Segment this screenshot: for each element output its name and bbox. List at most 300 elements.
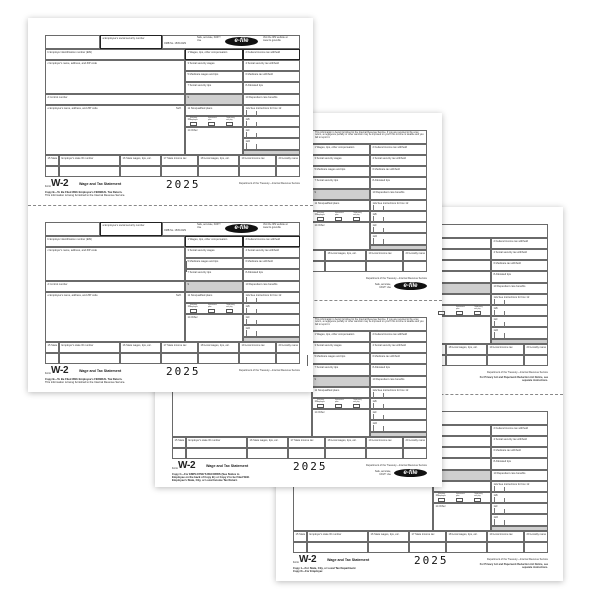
box10-dependent-care[interactable]	[243, 281, 300, 292]
box2-federal-tax[interactable]	[243, 236, 300, 247]
box3-ss-wages-label: 3 Social security wages	[187, 249, 215, 252]
box12c-label: 12c	[493, 318, 498, 322]
box14-other[interactable]	[312, 409, 370, 437]
box8-allocated-tips[interactable]	[491, 458, 548, 469]
footer-right	[458, 371, 548, 382]
box20-locality[interactable]	[276, 155, 300, 166]
box4-ss-tax[interactable]	[370, 342, 427, 353]
employee-name-field[interactable]	[172, 387, 312, 437]
perforation-line	[28, 205, 313, 206]
box20-locality[interactable]	[403, 437, 427, 448]
box15-state[interactable]	[45, 155, 59, 166]
form-name: W-2	[178, 460, 196, 471]
box16-state-wages[interactable]	[368, 531, 409, 542]
box5-medicare-wages-label: 5 Medicare wages and tips	[314, 355, 346, 359]
box15-state-value[interactable]	[45, 166, 59, 177]
box2-federal-tax[interactable]	[243, 49, 300, 60]
box18-local-wages[interactable]	[446, 531, 487, 542]
third-party-sick-pay-checkbox[interactable]	[226, 122, 233, 126]
box10-dependent-care[interactable]	[370, 376, 427, 387]
box16-state-wages-value[interactable]	[120, 166, 161, 177]
irs-website-text: Visit the IRS website at www.irs.gov/efile	[263, 223, 288, 229]
box6-medicare-tax[interactable]	[243, 258, 300, 269]
box17-state-tax[interactable]	[161, 342, 198, 353]
retirement-plan-checkbox[interactable]	[208, 122, 215, 126]
irs-notice: This information is being furnished to the Internal Revenue Service. If you are required to file a tax return, a negligence penalty or other sanction may be imposed on you if this income is taxable and you fail to report it.	[315, 130, 424, 140]
copy-designation	[45, 191, 165, 197]
ein-field-label: b Employer identification number (EIN)	[47, 51, 93, 54]
box19-local-tax-value[interactable]	[239, 166, 276, 177]
box1-wages[interactable]	[312, 331, 370, 342]
box16-state-wages[interactable]	[247, 437, 288, 448]
box10-dependent-care-label: 10 Dependent care benefits	[372, 377, 405, 381]
box12b[interactable]	[370, 211, 427, 222]
department-text: Department of the Treasury—Internal Revenue Service	[486, 558, 548, 561]
box16-state-wages-value[interactable]	[247, 448, 288, 459]
box19-local-tax[interactable]	[239, 155, 276, 166]
box5-medicare-wages[interactable]	[185, 258, 243, 269]
box5-medicare-wages-label: 5 Medicare wages and tips	[314, 168, 346, 172]
box18-local-wages-value[interactable]	[325, 261, 366, 272]
box18-local-wages[interactable]	[325, 250, 366, 261]
code-divider	[494, 332, 495, 338]
box7-ss-tips[interactable]	[312, 177, 370, 188]
box14-other[interactable]	[433, 503, 491, 531]
box7-ss-tips-label: 7 Social security tips	[314, 179, 339, 183]
box10-dependent-care[interactable]	[370, 189, 427, 200]
retirement-plan-checkbox-label: Retirement plan	[335, 212, 344, 216]
box10-dependent-care-label: 10 Dependent care benefits	[493, 284, 526, 288]
retirement-plan-checkbox[interactable]	[456, 498, 463, 502]
copy-designation	[293, 567, 413, 573]
box18-local-wages[interactable]	[446, 344, 487, 355]
box16-state-wages[interactable]	[120, 155, 161, 166]
box12c[interactable]	[491, 316, 548, 327]
employee-name-field[interactable]	[45, 105, 185, 155]
box12a[interactable]	[370, 200, 427, 211]
box12a[interactable]	[243, 292, 300, 303]
box20-locality-label: 20 Locality name	[405, 439, 426, 442]
box6-medicare-tax-label: 6 Medicare tax withheld	[372, 355, 400, 359]
box1-wages[interactable]	[185, 236, 243, 247]
box11-nonqualified[interactable]	[185, 292, 243, 303]
box12b-label: 12b	[245, 118, 250, 121]
box6-medicare-tax-label: 6 Medicare tax withheld	[493, 449, 521, 453]
footer-right	[337, 277, 427, 291]
form-title: Wage and Tax Statement	[79, 182, 122, 186]
box12a-label: 12a See instructions for box 12	[372, 201, 409, 205]
box14-other[interactable]	[185, 127, 243, 155]
employee-name-field[interactable]	[293, 481, 433, 531]
box12b[interactable]	[243, 303, 300, 314]
box17-state-tax-value[interactable]	[288, 448, 325, 459]
code-divider	[246, 143, 247, 149]
box18-local-wages[interactable]	[198, 342, 239, 353]
box12b[interactable]	[491, 305, 548, 316]
box15-state-value[interactable]	[293, 542, 307, 553]
box12a[interactable]	[370, 387, 427, 398]
box15-state-label: 15 State	[174, 439, 185, 442]
box20-locality-value[interactable]	[403, 448, 427, 459]
code-divider	[246, 308, 247, 314]
third-party-sick-pay-checkbox-label: Third-party sick pay	[474, 493, 483, 497]
box2-federal-tax-label: 2 Federal income tax withheld	[493, 240, 528, 243]
form-word: Form	[172, 467, 179, 470]
third-party-sick-pay-checkbox[interactable]	[226, 309, 233, 313]
box19-local-tax[interactable]	[487, 531, 524, 542]
box18-local-wages-value[interactable]	[198, 353, 239, 364]
code-divider	[373, 425, 374, 431]
box8-allocated-tips-label: 8 Allocated tips	[372, 179, 390, 183]
retirement-plan-checkbox-label: Retirement plan	[456, 306, 465, 310]
employee-ssn-field-label: a Employee's social security number	[102, 224, 145, 227]
box12c-label: 12c	[372, 224, 377, 228]
box18-local-wages-value[interactable]	[325, 448, 366, 459]
suffix-label: Suff.	[176, 106, 182, 110]
retirement-plan-checkbox-label: Retirement plan	[335, 399, 344, 403]
code-divider	[373, 216, 374, 222]
box18-local-wages[interactable]	[325, 437, 366, 448]
box12d[interactable]	[491, 514, 548, 525]
statutory-employee-checkbox[interactable]	[190, 122, 197, 126]
efile-promo	[337, 282, 427, 291]
box20-locality-value[interactable]	[524, 542, 548, 553]
box12c[interactable]	[370, 409, 427, 420]
box17-state-tax-label: 17 State income tax	[290, 439, 314, 442]
box12b-label: 12b	[372, 213, 377, 216]
box12d-label: 12d	[372, 422, 377, 426]
box19-local-tax-value[interactable]	[487, 542, 524, 553]
box12b[interactable]	[243, 116, 300, 127]
box4-ss-tax-label: 4 Social security tax withheld	[245, 249, 279, 252]
box18-local-wages-value[interactable]	[198, 166, 239, 177]
blank-cell[interactable]	[45, 222, 100, 236]
box20-locality-value[interactable]	[403, 261, 427, 272]
box18-local-wages-label: 18 Local wages, tips, etc.	[200, 157, 230, 160]
employee-name-field-label: e Employee's name, address, and ZIP code	[47, 293, 98, 297]
box19-local-tax[interactable]	[487, 344, 524, 355]
statutory-employee-checkbox[interactable]	[190, 309, 197, 313]
box7-ss-tips[interactable]	[185, 269, 243, 280]
box12c-label: 12c	[245, 129, 250, 133]
box12c[interactable]	[243, 314, 300, 325]
box19-local-tax-value[interactable]	[239, 353, 276, 364]
box8-allocated-tips[interactable]	[370, 364, 427, 375]
box14-other[interactable]	[185, 314, 243, 342]
box3-ss-wages[interactable]	[312, 155, 370, 166]
box19-local-tax[interactable]	[366, 250, 403, 261]
box13-checkboxes-label: 13	[314, 400, 318, 403]
control-number-field[interactable]	[45, 281, 185, 292]
box12d-label: 12d	[245, 140, 250, 144]
box12c[interactable]	[370, 222, 427, 233]
box14-other[interactable]	[312, 222, 370, 250]
box12c-label: 12c	[245, 316, 250, 320]
state-divider	[186, 448, 187, 459]
retirement-plan-checkbox[interactable]	[208, 309, 215, 313]
box8-allocated-tips-label: 8 Allocated tips	[245, 84, 263, 88]
box3-ss-wages[interactable]	[312, 342, 370, 353]
employee-ssn-field[interactable]	[100, 222, 162, 236]
box11-nonqualified[interactable]	[312, 200, 370, 211]
statutory-employee-checkbox-label: Statutory employee	[317, 399, 325, 403]
box7-ss-tips[interactable]	[312, 364, 370, 375]
box19-local-tax-label: 19 Local income tax	[368, 439, 392, 442]
box9[interactable]	[312, 376, 370, 387]
box12d[interactable]	[491, 327, 548, 338]
box9[interactable]	[312, 189, 370, 200]
state-id-field[interactable]	[59, 342, 120, 353]
box18-local-wages[interactable]	[198, 155, 239, 166]
statutory-employee-checkbox[interactable]	[317, 217, 324, 221]
third-party-sick-pay-checkbox[interactable]	[474, 311, 481, 315]
box10-dependent-care[interactable]	[243, 94, 300, 105]
box8-allocated-tips[interactable]	[491, 271, 548, 282]
retirement-plan-checkbox[interactable]	[335, 404, 342, 408]
box2-federal-tax[interactable]	[370, 331, 427, 342]
box4-ss-tax[interactable]	[491, 436, 548, 447]
box2-federal-tax-label: 2 Federal income tax withheld	[245, 51, 280, 54]
box8-allocated-tips-label: 8 Allocated tips	[245, 271, 263, 275]
box20-locality-value[interactable]	[524, 355, 548, 366]
employer-name-field[interactable]	[45, 60, 185, 94]
box16-state-wages-value[interactable]	[120, 353, 161, 364]
third-party-sick-pay-checkbox-label: Third-party sick pay	[353, 212, 362, 216]
box12b[interactable]	[370, 398, 427, 409]
box2-federal-tax-label: 2 Federal income tax withheld	[372, 333, 407, 336]
third-party-sick-pay-checkbox-label: Third-party sick pay	[474, 306, 483, 310]
box10-dependent-care-label: 10 Dependent care benefits	[245, 95, 278, 99]
form-name: W-2	[299, 554, 317, 565]
box17-state-tax-label: 17 State income tax	[163, 157, 187, 160]
box20-locality-label: 20 Locality name	[278, 157, 299, 160]
box15-state[interactable]	[293, 531, 307, 542]
box17-state-tax[interactable]	[409, 531, 446, 542]
box18-local-wages-value[interactable]	[446, 542, 487, 553]
box19-local-tax-value[interactable]	[487, 355, 524, 366]
w2-form	[45, 35, 300, 205]
box20-locality-value[interactable]	[276, 353, 300, 364]
state-id-field-value[interactable]	[307, 542, 368, 553]
box19-local-tax-label: 19 Local income tax	[241, 344, 265, 347]
box14-other-label: 14 Other	[187, 316, 198, 320]
state-divider	[307, 542, 308, 553]
privacy-notice: For Privacy Act and Paperwork Reduction Act Notice, see separate instructions.	[479, 376, 548, 382]
box4-ss-tax[interactable]	[243, 247, 300, 258]
box1-wages[interactable]	[312, 144, 370, 155]
box11-nonqualified[interactable]	[185, 105, 243, 116]
box8-allocated-tips[interactable]	[370, 177, 427, 188]
box10-dependent-care[interactable]	[491, 470, 548, 481]
safe-accurate-text: Safe, accurate, FAST! Use	[374, 470, 391, 476]
box15-state-label: 15 State	[295, 533, 306, 536]
box6-medicare-tax-label: 6 Medicare tax withheld	[245, 73, 273, 77]
box17-state-tax-value[interactable]	[409, 542, 446, 553]
box12c[interactable]	[491, 503, 548, 514]
box11-nonqualified-label: 11 Nonqualified plans	[314, 388, 340, 392]
box12d[interactable]	[243, 325, 300, 336]
box15-state[interactable]	[172, 437, 186, 448]
box5-medicare-wages[interactable]	[312, 166, 370, 177]
box12a[interactable]	[243, 105, 300, 116]
box2-federal-tax[interactable]	[491, 425, 548, 436]
box19-local-tax[interactable]	[366, 437, 403, 448]
box12a[interactable]	[491, 481, 548, 492]
box19-local-tax-value[interactable]	[366, 261, 403, 272]
state-id-field-value[interactable]	[59, 353, 120, 364]
box6-medicare-tax[interactable]	[243, 71, 300, 82]
box20-locality[interactable]	[276, 342, 300, 353]
box10-dependent-care-label: 10 Dependent care benefits	[372, 190, 405, 194]
state-id-field[interactable]	[186, 437, 247, 448]
retirement-plan-checkbox[interactable]	[335, 217, 342, 221]
third-party-sick-pay-checkbox[interactable]	[353, 404, 360, 408]
control-number-field[interactable]	[45, 94, 185, 105]
box17-state-tax[interactable]	[288, 437, 325, 448]
tax-year: 2025	[166, 365, 201, 378]
box5-medicare-wages[interactable]	[312, 353, 370, 364]
code-divider	[246, 330, 247, 336]
department-text: Department of the Treasury—Internal Revenue Service	[238, 369, 300, 372]
box11-nonqualified-label: 11 Nonqualified plans	[187, 106, 213, 110]
statutory-employee-checkbox[interactable]	[438, 311, 445, 315]
omb-number: OMB No. 1545-0029	[164, 229, 186, 232]
box12d[interactable]	[243, 138, 300, 149]
box20-locality[interactable]	[403, 250, 427, 261]
box18-local-wages-label: 18 Local wages, tips, etc.	[327, 252, 357, 255]
box8-allocated-tips-label: 8 Allocated tips	[372, 366, 390, 370]
state-id-field-label: Employer's state ID number	[188, 439, 221, 442]
box12b[interactable]	[491, 492, 548, 503]
box3-ss-wages[interactable]	[185, 60, 243, 71]
box15-state-value[interactable]	[45, 353, 59, 364]
box12c[interactable]	[243, 127, 300, 138]
box19-local-tax-label: 19 Local income tax	[368, 252, 392, 255]
box12a-label: 12a See instructions for box 12	[372, 388, 409, 392]
box8-allocated-tips[interactable]	[243, 269, 300, 280]
state-divider	[186, 261, 187, 272]
copy-line: Employee's State, City, or Local Income Tax Return	[172, 479, 238, 483]
box12a-label: 12a See instructions for box 12	[245, 293, 282, 297]
box6-medicare-tax[interactable]	[370, 353, 427, 364]
box4-ss-tax-label: 4 Social security tax withheld	[372, 157, 406, 160]
box7-ss-tips[interactable]	[185, 82, 243, 93]
box8-allocated-tips[interactable]	[243, 82, 300, 93]
box4-ss-tax[interactable]	[491, 249, 548, 260]
box2-federal-tax[interactable]	[491, 238, 548, 249]
box9[interactable]	[185, 94, 243, 105]
box15-state[interactable]	[45, 342, 59, 353]
copy-line: Copy D—For Employer.	[293, 570, 324, 574]
box16-state-wages-label: 16 State wages, tips, etc.	[122, 344, 152, 347]
blank-cell[interactable]	[45, 35, 100, 49]
box3-ss-wages[interactable]	[185, 247, 243, 258]
box12c-label: 12c	[372, 411, 377, 415]
box14-other-label: 14 Other	[314, 411, 325, 415]
box9[interactable]	[185, 281, 243, 292]
box19-local-tax-value[interactable]	[366, 448, 403, 459]
box15-state-label: 15 State	[47, 157, 58, 160]
box4-ss-tax[interactable]	[370, 155, 427, 166]
code-divider	[373, 238, 374, 244]
box12a[interactable]	[491, 294, 548, 305]
code-divider	[494, 310, 495, 316]
retirement-plan-checkbox[interactable]	[456, 311, 463, 315]
box10-dependent-care[interactable]	[491, 283, 548, 294]
copy-line: Copy B—To Be Filed With Employee's FEDERAL Tax Return.	[45, 191, 123, 194]
box6-medicare-tax[interactable]	[370, 166, 427, 177]
box6-medicare-tax[interactable]	[491, 260, 548, 271]
box20-locality[interactable]	[524, 531, 548, 542]
box4-ss-tax-label: 4 Social security tax withheld	[493, 438, 527, 441]
box16-state-wages-value[interactable]	[368, 542, 409, 553]
box5-medicare-wages[interactable]	[185, 71, 243, 82]
employee-ssn-field[interactable]	[100, 35, 162, 49]
employer-name-field[interactable]	[45, 247, 185, 281]
box3-ss-wages-label: 3 Social security wages	[187, 62, 215, 65]
ein-field[interactable]	[45, 49, 185, 60]
box12d[interactable]	[370, 233, 427, 244]
box20-locality-value[interactable]	[276, 166, 300, 177]
box7-ss-tips-label: 7 Social security tips	[187, 84, 212, 88]
statutory-employee-checkbox[interactable]	[317, 404, 324, 408]
state-id-field-value[interactable]	[186, 448, 247, 459]
state-id-field[interactable]	[307, 531, 368, 542]
form-name: W-2	[51, 365, 69, 376]
ein-field[interactable]	[45, 236, 185, 247]
state-id-field[interactable]	[59, 155, 120, 166]
box2-federal-tax-label: 2 Federal income tax withheld	[493, 427, 528, 430]
box4-ss-tax[interactable]	[243, 60, 300, 71]
box12d[interactable]	[370, 420, 427, 431]
box12d-label: 12d	[493, 329, 498, 333]
box10-dependent-care-label: 10 Dependent care benefits	[493, 471, 526, 475]
box1-wages[interactable]	[185, 49, 243, 60]
third-party-sick-pay-checkbox[interactable]	[353, 217, 360, 221]
box1-wages-label: 1 Wages, tips, other compensation	[314, 146, 355, 149]
box6-medicare-tax[interactable]	[491, 447, 548, 458]
box17-state-tax-value[interactable]	[161, 166, 198, 177]
box4-ss-tax-label: 4 Social security tax withheld	[245, 62, 279, 65]
employee-name-field[interactable]	[45, 292, 185, 342]
box15-state-value[interactable]	[172, 448, 186, 459]
box2-federal-tax-label: 2 Federal income tax withheld	[372, 146, 407, 149]
copy-designation	[45, 378, 165, 384]
box17-state-tax-value[interactable]	[161, 353, 198, 364]
box20-locality-label: 20 Locality name	[278, 344, 299, 347]
box12a-label: 12a See instructions for box 12	[245, 106, 282, 110]
state-id-field-value[interactable]	[59, 166, 120, 177]
box2-federal-tax[interactable]	[370, 144, 427, 155]
box14-other-label: 14 Other	[435, 505, 446, 509]
box11-nonqualified[interactable]	[312, 387, 370, 398]
box20-locality[interactable]	[524, 344, 548, 355]
box19-local-tax-label: 19 Local income tax	[489, 533, 513, 536]
box19-local-tax[interactable]	[239, 342, 276, 353]
box17-state-tax[interactable]	[161, 155, 198, 166]
third-party-sick-pay-checkbox[interactable]	[474, 498, 481, 502]
box20-locality-label: 20 Locality name	[405, 252, 426, 255]
code-divider	[494, 321, 495, 327]
state-id-field-label: Employer's state ID number	[61, 157, 94, 160]
box18-local-wages-label: 18 Local wages, tips, etc.	[200, 344, 230, 347]
code-divider	[246, 132, 247, 138]
box16-state-wages[interactable]	[120, 342, 161, 353]
box18-local-wages-value[interactable]	[446, 355, 487, 366]
statutory-employee-checkbox[interactable]	[438, 498, 445, 502]
box13-checkboxes-label: 13	[187, 118, 191, 121]
box11-nonqualified-label: 11 Nonqualified plans	[187, 293, 213, 297]
